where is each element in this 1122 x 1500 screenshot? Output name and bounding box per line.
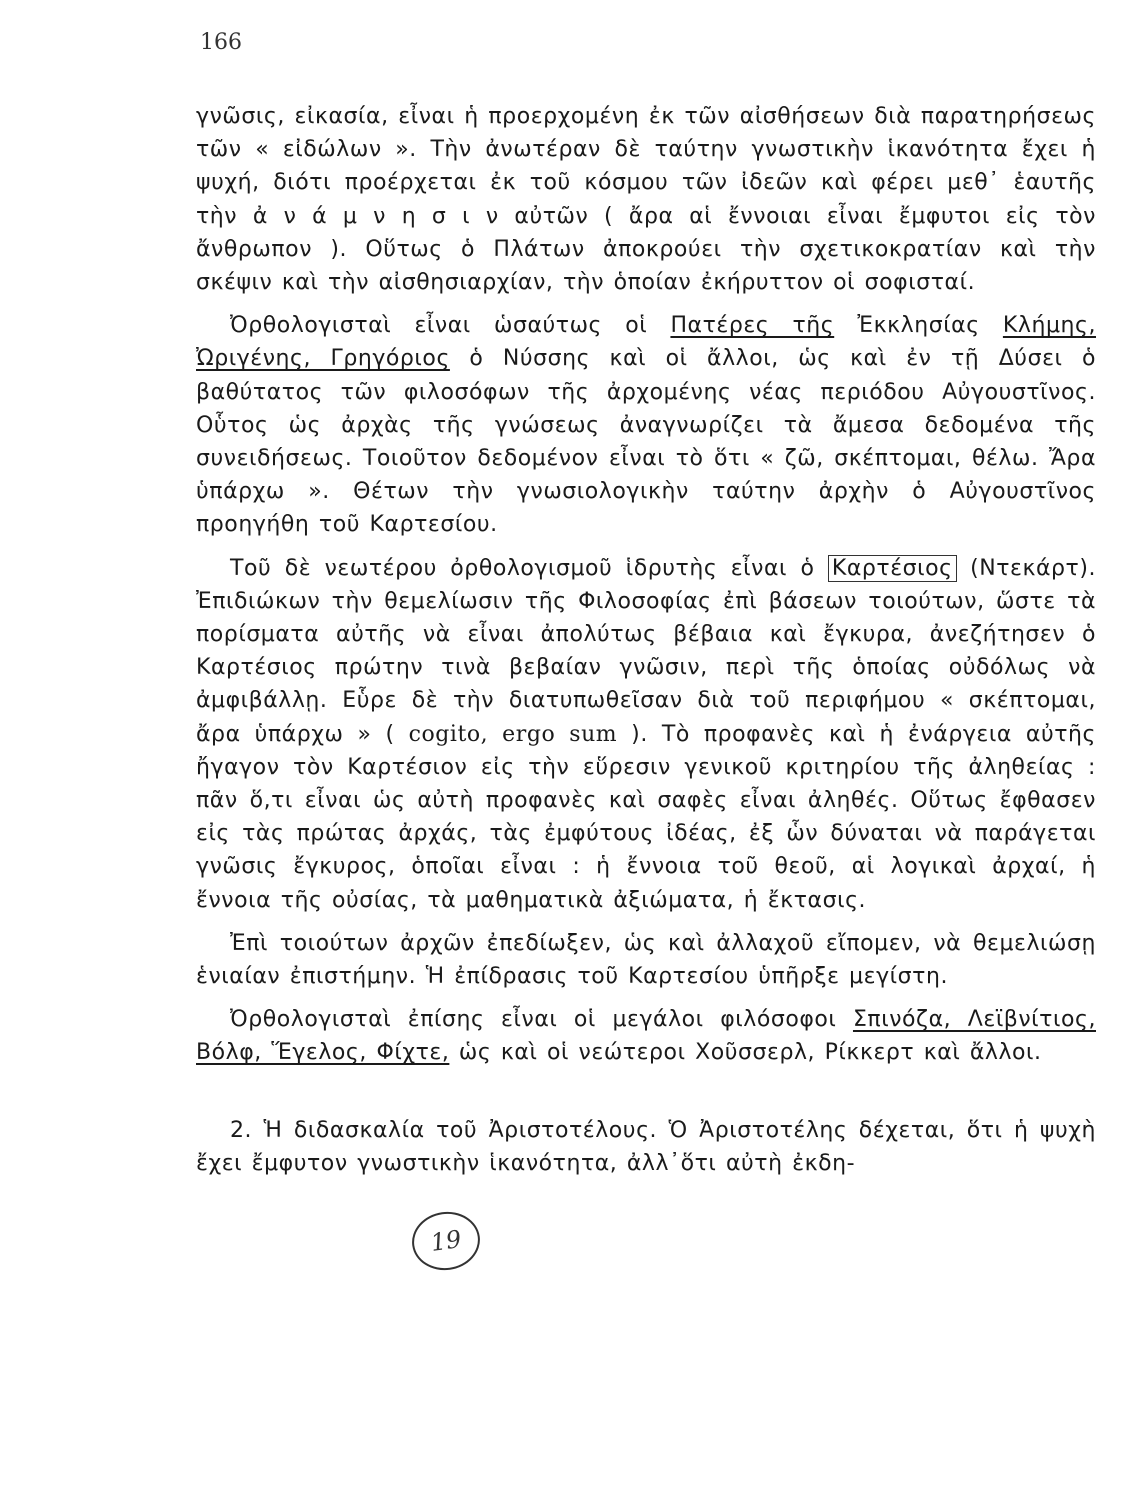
text-span: Ὀρθολογισταὶ ἐπίσης εἶναι οἱ μεγάλοι φιλόσοφοι <box>230 1007 853 1033</box>
latin-cogito: cogito, ergo sum <box>408 721 618 747</box>
underlined-names: Κλήμης, Ὠριγένης, Γρηγόριος <box>196 313 1096 372</box>
circled-margin-note: 19 <box>408 1208 483 1275</box>
underlined-fathers: Πατέρες τῆς <box>670 313 835 339</box>
paragraph-church-fathers <box>196 309 1096 541</box>
text-span: Ὁ Ἀριστοτέλης δέχεται, ὅτι ἡ ψυχὴ ἔχει ἔμφυτον γνωστικὴν ἱκανότητα, ἀλλ᾽ὅτι αὐτὴ ἐκδη- <box>196 1117 1096 1176</box>
page-number: 166 <box>200 30 242 55</box>
paragraph-descartes <box>196 552 1096 917</box>
section-heading: 2. Ἡ διδασκαλία τοῦ Ἀριστοτέλους. <box>230 1117 658 1143</box>
text-span: ). Τὸ προφανὲς καὶ ἡ ἐνάργεια αὐτῆς ἤγαγον τὸν Καρτέσιον εἰς τὴν εὕρεσιν γενικοῦ κριτηρίου τῆς ἀληθείας : πᾶν ὅ,τι εἶναι ὡς αὐτὴ προφανὲς καὶ σαφὲς εἶναι ἀληθές. Οὕτως ἔφθασεν εἰς τὰς πρώτας ἀρχάς, τὰς ἐμφύτους ἰδέας, ἐξ ὧν δύναται νὰ παράγεται γνῶσις ἔγκυρος, ὁποῖαι εἶναι : ἡ ἔννοια τοῦ θεοῦ, αἱ λογικαὶ ἀρχαί, ἡ ἔννοια τῆς οὐσίας, τὰ μαθηματικὰ ἀξιώματα, ἡ ἔκτασις. <box>196 721 1096 913</box>
paragraph-plato: γνῶσις, εἰκασία, εἶναι ἡ προερχομένη ἐκ τῶν αἰσθήσεων διὰ παρατηρήσεως τῶν « εἰδώλων ». Τὴν ἀνωτέραν δὲ ταύτην γνωστικὴν ἱκανότητα ἔχει ἡ ψυχή, διότι προέρχεται ἐκ τοῦ κόσμου τῶν ἰδεῶν καὶ φέρει μεθ᾽ ἑαυτῆς τὴν ἀ ν ά μ ν η σ ι ν αὐτῶν ( ἄρα αἱ ἔννοιαι εἶναι ἔμφυτοι εἰς τὸν ἄνθρωπον ). Οὕτως ὁ Πλάτων ἀποκρούει τὴν σχετικοκρατίαν καὶ τὴν σκέψιν καὶ τὴν αἰσθησιαρχίαν, τὴν ὁποίαν ἐκήρυττον οἱ σοφισταί. <box>196 104 1096 296</box>
paragraph-influence: Ἐπὶ τοιούτων ἀρχῶν ἐπεδίωξεν, ὡς καὶ ἀλλαχοῦ εἴπομεν, νὰ θεμελιώσῃ ἑνιαίαν ἐπιστήμην. Ἡ ἐπίδρασις τοῦ Καρτεσίου ὑπῆρξε μεγίστη. <box>196 930 1096 990</box>
paragraph-rationalists <box>196 1003 1096 1069</box>
boxed-descartes: Καρτέσιος <box>828 555 957 582</box>
underlined-philosophers: Σπινόζα, Λεϊβνίτιος, Βόλφ, Ἕγελος, Φίχτε, <box>196 1007 1096 1066</box>
text-span: ὡς καὶ οἱ νεώτεροι Χοῦσσερλ, Ρίκκερτ καὶ ἄλλοι. <box>449 1040 1042 1066</box>
text-span: (Ντεκάρτ). Ἐπιδιώκων τὴν θεμελίωσιν τῆς Φιλοσοφίας ἐπὶ βάσεων τοιούτων, ὥστε τὰ πορίσματα αὐτῆς νὰ εἶναι ἀπολύτως βέβαια καὶ ἔγκυρα, ἀνεζήτησεν ὁ Καρτέσιος πρώτην τινὰ βεβαίαν γνῶσιν, περὶ τῆς ὁποίας οὐδόλως νὰ ἀμφιβάλλῃ. Εὗρε δὲ τὴν διατυπωθεῖσαν διὰ τοῦ περιφήμου « σκέπτομαι, ἄρα ὑπάρχω » ( <box>196 555 1096 747</box>
text-span: ὁ Νύσσης καὶ οἱ ἄλλοι, ὡς καὶ ἐν τῇ Δύσει ὁ βαθύτατος τῶν φιλοσόφων τῆς ἀρχομένης νέας περιόδου Αὐγουστῖνος. Οὗτος ὡς ἀρχὰς τῆς γνώσεως ἀναγνωρίζει τὰ ἄμεσα δεδομένα τῆς συνειδήσεως. Τοιοῦτον δεδομένον εἶναι τὸ ὅτι « ζῶ, σκέπτομαι, θέλω. Ἄρα ὑπάρχω ». Θέτων τὴν γνωσιολογικὴν ταύτην ἀρχὴν ὁ Αὐγουστῖνος προηγήθη τοῦ Καρτεσίου. <box>196 346 1096 538</box>
text-span: Ἐκκλησίας <box>834 313 1003 339</box>
text-span: Τοῦ δὲ νεωτέρου ὀρθολογισμοῦ ἱδρυτὴς εἶναι ὁ <box>230 555 828 581</box>
paragraph-aristotle <box>196 1114 1096 1180</box>
text-span: Ὀρθολογισταὶ εἶναι ὡσαύτως οἱ <box>230 313 671 339</box>
body-text <box>196 100 1096 1190</box>
